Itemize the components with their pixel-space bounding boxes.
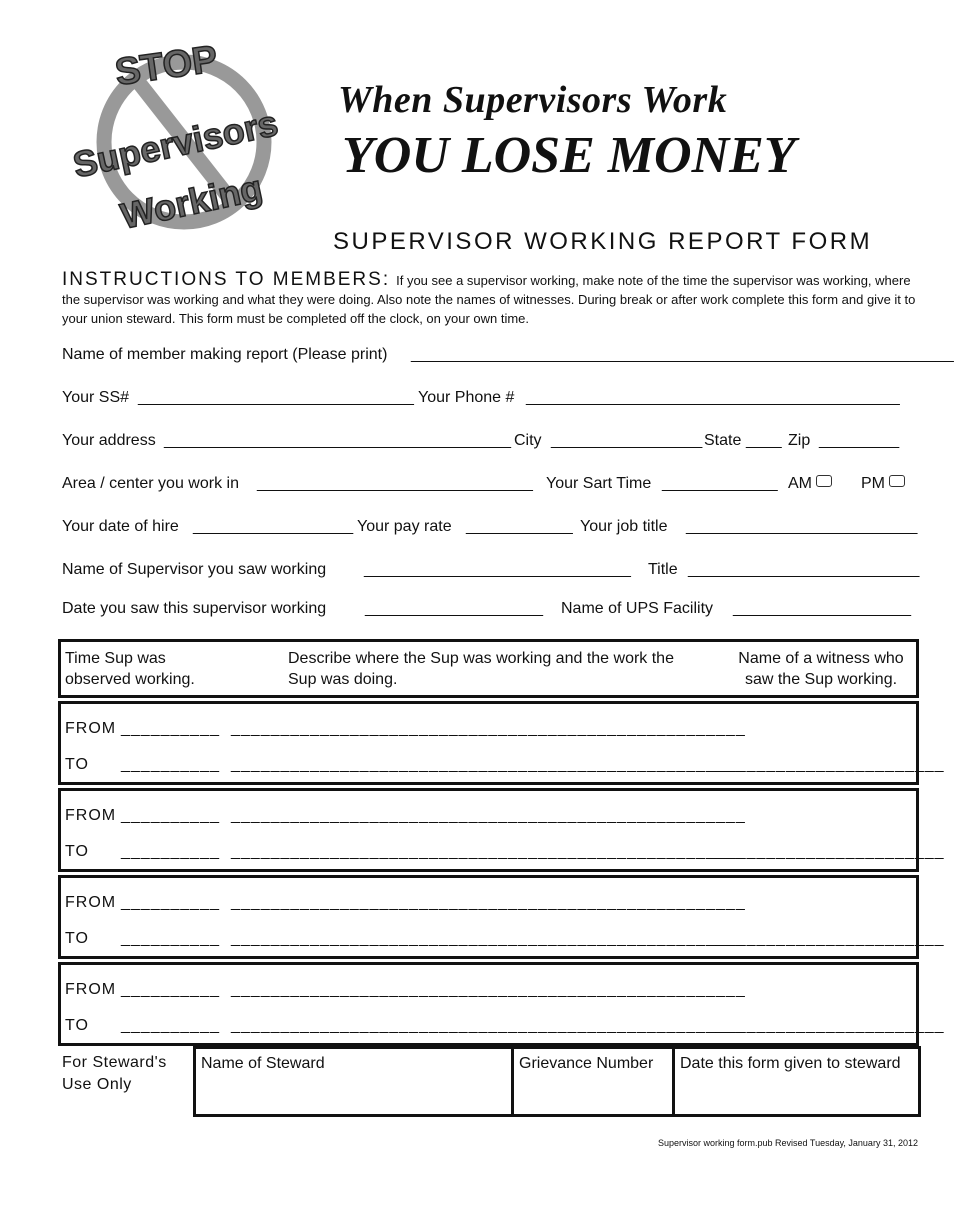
city-field[interactable]: _________________ xyxy=(551,432,703,449)
member-name-line xyxy=(62,346,954,368)
from-time-field[interactable]: __________ xyxy=(121,807,220,824)
description-field-1[interactable]: ____________________________________________________ xyxy=(231,807,746,824)
facility-label: Name of UPS Facility xyxy=(561,600,714,617)
zip-field[interactable]: _________ xyxy=(819,432,900,449)
title-field[interactable]: __________________________ xyxy=(688,561,920,578)
description-field-1[interactable]: ____________________________________________________ xyxy=(231,720,746,737)
address-field[interactable]: _______________________________________ xyxy=(164,432,512,449)
supervisor-name-label: Name of Supervisor you saw working xyxy=(62,561,327,578)
date-seen-label: Date you saw this supervisor working xyxy=(62,600,327,617)
description-field-1[interactable]: ____________________________________________________ xyxy=(231,894,746,911)
instructions xyxy=(62,270,922,328)
stop-supervisors-working-logo xyxy=(66,34,296,239)
instructions-text: If you see a supervisor working, make note of the time the supervisor was working, where the supervisor was working and what they were doing. Also note the names of witnesses. During break or after work complete this form and give it to your union steward. This form must be completed off the clock, on your own time. xyxy=(62,273,916,326)
pm-label: PM xyxy=(861,475,885,492)
ss-field[interactable]: _______________________________ xyxy=(138,389,414,406)
from-label: FROM xyxy=(65,894,117,911)
to-time-field[interactable]: __________ xyxy=(121,930,220,947)
phone-label: Your Phone # xyxy=(418,389,515,406)
to-label: TO xyxy=(65,843,89,860)
from-time-field[interactable]: __________ xyxy=(121,894,220,911)
area-line xyxy=(62,475,917,497)
observation-row xyxy=(58,788,945,872)
form-title: SUPERVISOR WORKING REPORT FORM xyxy=(333,228,873,255)
am-option xyxy=(788,475,832,493)
observation-table-header xyxy=(58,639,919,698)
observation-row xyxy=(58,875,945,959)
date-given-cell[interactable] xyxy=(675,1049,918,1114)
area-label: Area / center you work in xyxy=(62,475,239,492)
ss-label: Your SS# xyxy=(62,389,130,406)
instructions-label: INSTRUCTIONS TO MEMBERS: xyxy=(62,269,391,290)
supervisor-line xyxy=(62,561,920,583)
hire-date-field[interactable]: __________________ xyxy=(193,518,354,535)
to-time-field[interactable]: __________ xyxy=(121,1017,220,1034)
from-time-field[interactable]: __________ xyxy=(121,720,220,737)
description-field-2[interactable]: ____________________________________________________ xyxy=(231,930,746,947)
grievance-number-label: Grievance Number xyxy=(519,1055,654,1072)
steward-name-label: Name of Steward xyxy=(201,1055,325,1072)
state-label: State xyxy=(704,432,742,449)
phone-field[interactable]: __________________________________________ xyxy=(526,389,900,406)
ss-phone-line xyxy=(62,389,917,411)
address-label: Your address xyxy=(62,432,156,449)
zip-label: Zip xyxy=(788,432,811,449)
steward-name-cell[interactable] xyxy=(196,1049,514,1114)
from-label: FROM xyxy=(65,720,117,737)
no-symbol-icon xyxy=(66,34,296,239)
logo-working-text: Working xyxy=(117,166,266,237)
to-time-field[interactable]: __________ xyxy=(121,756,220,773)
supervisor-name-field[interactable]: ______________________________ xyxy=(364,561,631,578)
member-name-field[interactable]: _____________________________________________________________ xyxy=(411,346,954,363)
witness-field[interactable]: ________________________ xyxy=(707,843,945,860)
description-field-2[interactable]: ____________________________________________________ xyxy=(231,756,746,773)
witness-field[interactable]: ________________________ xyxy=(707,930,945,947)
address-line xyxy=(62,432,917,454)
headline-line2: YOU LOSE MONEY xyxy=(342,127,796,184)
start-time-label: Your Sart Time xyxy=(546,475,652,492)
pay-rate-field[interactable]: ____________ xyxy=(466,518,573,535)
observation-row xyxy=(58,701,945,785)
grievance-number-cell[interactable] xyxy=(514,1049,675,1114)
footer-revision: Supervisor working form.pub Revised Tuesday, January 31, 2012 xyxy=(658,1138,918,1148)
to-label: TO xyxy=(65,756,89,773)
pm-option xyxy=(861,475,905,493)
from-time-field[interactable]: __________ xyxy=(121,981,220,998)
from-label: FROM xyxy=(65,807,117,824)
hire-line xyxy=(62,518,917,540)
logo-supervisors-text: Supervisors xyxy=(69,102,282,186)
witness-field[interactable]: ________________________ xyxy=(707,756,945,773)
steward-use-label: For Steward's Use Only xyxy=(62,1054,167,1093)
facility-field[interactable]: ____________________ xyxy=(733,600,911,617)
description-field-2[interactable]: ____________________________________________________ xyxy=(231,843,746,860)
job-title-label: Your job title xyxy=(580,518,668,535)
from-label: FROM xyxy=(65,981,117,998)
hire-date-label: Your date of hire xyxy=(62,518,179,535)
logo-stop-text: STOP xyxy=(112,38,221,95)
date-given-label: Date this form given to steward xyxy=(680,1055,901,1072)
to-label: TO xyxy=(65,1017,89,1034)
city-label: City xyxy=(514,432,542,449)
job-title-field[interactable]: __________________________ xyxy=(686,518,918,535)
col-witness-header: Name of a witness who saw the Sup working. xyxy=(738,650,904,688)
col-describe-header: Describe where the Sup was working and the work the Sup was doing. xyxy=(288,650,674,688)
headline-line1: When Supervisors Work xyxy=(338,79,728,121)
member-name-label: Name of member making report (Please print) xyxy=(62,346,388,363)
observation-row xyxy=(58,962,945,1046)
steward-box xyxy=(193,1046,921,1117)
area-field[interactable]: _______________________________ xyxy=(257,475,533,492)
date-seen-field[interactable]: ____________________ xyxy=(365,600,543,617)
to-label: TO xyxy=(65,930,89,947)
witness-field[interactable]: ________________________ xyxy=(707,1017,945,1034)
to-time-field[interactable]: __________ xyxy=(121,843,220,860)
description-field-1[interactable]: ____________________________________________________ xyxy=(231,981,746,998)
title-label: Title xyxy=(648,561,678,578)
am-checkbox[interactable] xyxy=(816,475,832,487)
pay-rate-label: Your pay rate xyxy=(357,518,452,535)
start-time-field[interactable]: _____________ xyxy=(662,475,778,492)
description-field-2[interactable]: ____________________________________________________ xyxy=(231,1017,746,1034)
pm-checkbox[interactable] xyxy=(889,475,905,487)
col-time-header: Time Sup was observed working. xyxy=(65,650,195,688)
am-label: AM xyxy=(788,475,812,492)
date-facility-line xyxy=(62,600,917,622)
state-field[interactable]: ____ xyxy=(746,432,782,449)
